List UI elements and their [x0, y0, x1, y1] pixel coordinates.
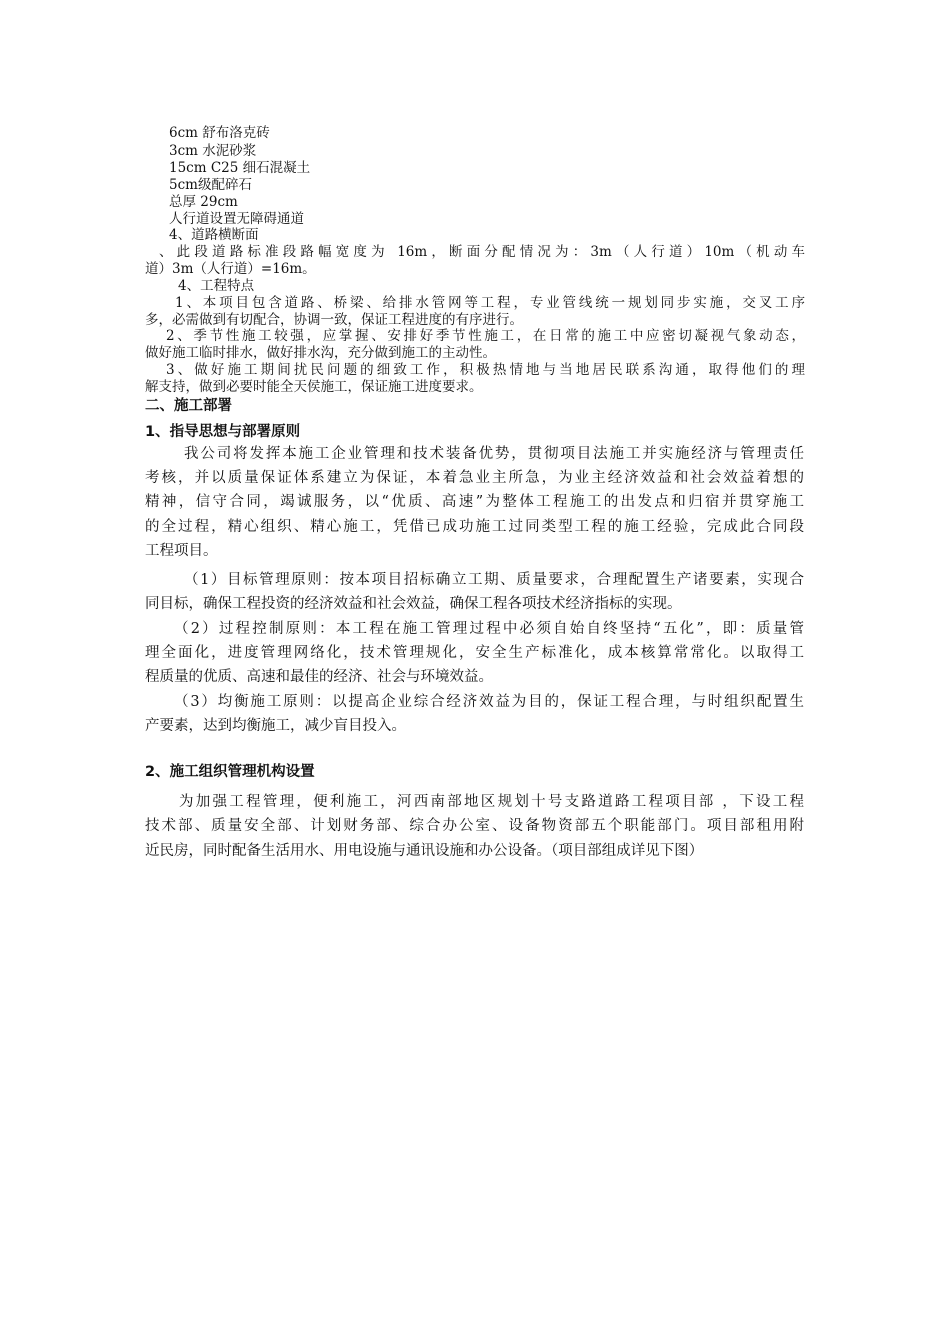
subsection-1-title: 1、指导思想与部署原则	[145, 424, 301, 440]
feature-3-line-2: 解支持，做到必要时能全天侯施工，保证施工进度要求。	[145, 379, 483, 395]
layer-6: 人行道设置无障碍通道	[169, 211, 304, 227]
principle-1-line-2: 同目标，确保工程投资的经济效益和社会效益，确保工程各项技术经济指标的实现。	[145, 596, 682, 612]
cross-section-line-1: 、此段道路标准段路幅宽度为 16m，断面分配情况为：3m（人行道）10m（机动车	[159, 244, 805, 260]
layer-1: 6cm 舒布洛克砖	[169, 125, 270, 141]
intro-line-4: 的全过程，精心组织、精心施工，凭借已成功施工过同类型工程的施工经验，完成此合同段	[145, 519, 804, 535]
feature-2-line-2: 做好施工临时排水，做好排水沟，充分做到施工的主动性。	[145, 345, 496, 361]
feature-2-line-1: 2、季节性施工较强，应掌握、安排好季节性施工，在日常的施工中应密切凝视气象动态，	[166, 328, 805, 344]
features-heading: 4、工程特点	[178, 278, 255, 294]
org-line-2: 技术部、质量安全部、计划财务部、综合办公室、设备物资部五个职能部门。项目部租用附	[145, 818, 804, 834]
org-line-3: 近民房，同时配备生活用水、用电设施与通讯设施和办公设备。（项目部组成详见下图）	[145, 843, 704, 859]
layer-2: 3cm 水泥砂浆	[169, 143, 257, 159]
section-2-title: 二、施工部署	[145, 398, 232, 414]
layer-3: 15cm C25 细石混凝土	[169, 160, 311, 176]
principle-3-line-2: 产要素，达到均衡施工，减少盲目投入。	[145, 718, 406, 734]
feature-1-line-2: 多，必需做到有切配合，协调一致，保证工程进度的有序进行。	[145, 312, 523, 328]
principle-2-line-2: 理全面化，进度管理网络化，技术管理规化，安全生产标准化，成本核算常常化。以取得工	[145, 645, 804, 661]
intro-line-1: 我公司将发挥本施工企业管理和技术装备优势，贯彻项目法施工并实施经济与管理责任	[184, 446, 804, 462]
principle-1-line-1: （1）目标管理原则：按本项目招标确立工期、质量要求，合理配置生产诸要素，实现合	[184, 572, 804, 588]
feature-1-line-1: 1、本项目包含道路、桥梁、给排水管网等工程，专业管线统一规划同步实施，交叉工序	[175, 295, 805, 311]
layer-4: 5cm级配碎石	[169, 177, 252, 193]
layer-5: 总厚 29cm	[169, 194, 238, 210]
principle-2-line-3: 程质量的优质、高速和最佳的经济、社会与环境效益。	[145, 669, 493, 685]
cross-section-heading: 4、道路横断面	[169, 227, 259, 243]
feature-3-line-1: 3、做好施工期间扰民问题的细致工作，积极热情地与当地居民联系沟通，取得他们的理	[166, 362, 805, 378]
intro-line-3: 精神，信守合同，竭诚服务，以“优质、高速”为整体工程施工的出发点和归宿并贯穿施工	[145, 494, 804, 510]
principle-2-line-1: （2）过程控制原则：本工程在施工管理过程中必须自始自终坚持“五化”，即：质量管	[174, 621, 804, 637]
principle-3-line-1: （3）均衡施工原则：以提高企业综合经济效益为目的，保证工程合理，与时组织配置生	[174, 694, 804, 710]
subsection-2-title: 2、施工组织管理机构设置	[145, 764, 315, 780]
org-line-1: 为加强工程管理，便利施工，河西南部地区规划十号支路道路工程项目部 ，下设工程	[179, 794, 804, 810]
intro-line-5: 工程项目。	[145, 543, 218, 559]
intro-line-2: 考核，并以质量保证体系建立为保证，本着急业主所急，为业主经济效益和社会效益着想的	[145, 470, 804, 486]
cross-section-line-2: 道）3m（人行道）=16m。	[145, 261, 316, 277]
